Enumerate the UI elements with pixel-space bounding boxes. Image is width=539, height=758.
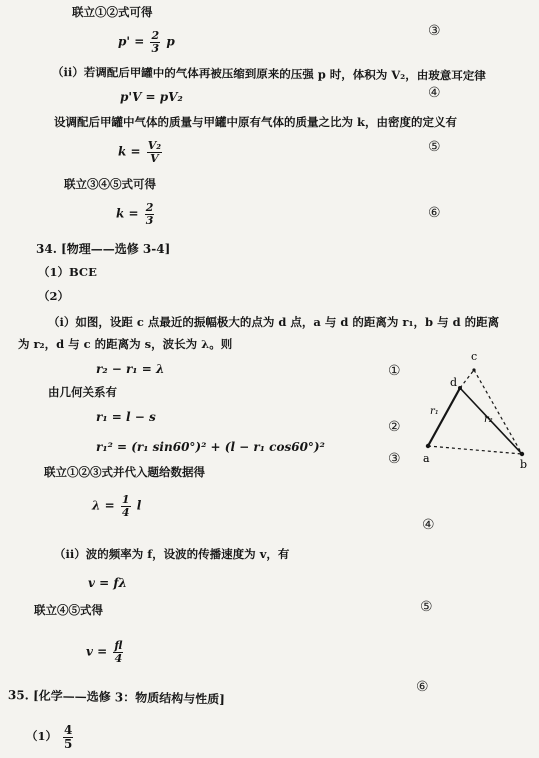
fraction-numerator: fl — [114, 639, 123, 652]
fraction-numerator: 2 — [145, 201, 154, 214]
fraction — [145, 202, 155, 226]
line-d-c — [460, 370, 474, 388]
label-a: a — [423, 452, 430, 465]
fraction — [150, 30, 160, 54]
line-a-b — [428, 446, 522, 454]
label-d: d — [450, 376, 458, 389]
text-line: 联立①②③式并代入题给数据得 — [44, 465, 205, 479]
text-line: （1）BCE — [38, 265, 97, 279]
text-line: 联立④⑤式得 — [34, 603, 103, 617]
equation: p'V = pV₂ — [120, 90, 183, 104]
eq-lhs: v = — [86, 644, 108, 659]
point-d — [458, 386, 462, 390]
text-line: 联立①②式可得 — [72, 5, 153, 19]
fraction-denominator: 5 — [64, 736, 73, 751]
equation-number: ⑥ — [428, 205, 441, 221]
fraction — [63, 724, 73, 750]
text-line: 设调配后甲罐中气体的质量与甲罐中原有气体的质量之比为 k，由密度的定义有 — [54, 115, 457, 129]
equation-number: ③ — [388, 451, 401, 467]
equation: r₁² = (r₁ sin60°)² + (l − r₁ cos60°)² — [96, 440, 325, 454]
label-c: c — [471, 350, 478, 363]
fraction-denominator: V — [150, 151, 159, 165]
text-line: 由几何关系有 — [48, 385, 117, 399]
eq-lhs: λ = — [92, 498, 115, 513]
fraction-denominator: 4 — [114, 651, 123, 665]
eq-rhs: l — [136, 498, 142, 513]
equation: v = fλ — [88, 576, 127, 590]
equation-number: ⑥ — [416, 679, 429, 695]
text-line: （2） — [38, 289, 70, 303]
triangle-figure — [408, 342, 536, 474]
equation — [86, 640, 125, 664]
equation — [92, 494, 141, 518]
fraction — [113, 640, 123, 664]
fraction — [147, 140, 162, 164]
text-line: （ii）若调配后甲罐中的气体再被压缩到原来的压强 p 时，体积为 V₂，由玻意耳定律 — [51, 65, 486, 83]
section-heading: 35. [化学——选修 3：物质结构与性质] — [7, 688, 226, 707]
equation-number: ④ — [422, 517, 435, 533]
fraction-numerator: 2 — [151, 29, 160, 42]
text-line: 联立③④⑤式可得 — [64, 177, 156, 191]
fraction — [121, 494, 131, 518]
point-b — [520, 452, 524, 456]
fraction-numerator: 1 — [121, 493, 130, 506]
fraction-denominator: 3 — [151, 41, 160, 55]
equation-number: ③ — [428, 23, 441, 39]
line-a-d — [428, 388, 460, 446]
eq-lhs: k = — [118, 144, 141, 159]
equation-number: ② — [388, 419, 401, 435]
equation — [116, 202, 156, 226]
equation — [118, 30, 175, 54]
equation-number: ① — [388, 363, 401, 379]
equation-number: ⑤ — [420, 599, 433, 615]
text-line: 为 r₂，d 与 c 的距离为 s，波长为 λ。则 — [18, 337, 233, 351]
section-heading: 34. [物理——选修 3-4] — [36, 242, 171, 256]
fraction-numerator: V₂ — [147, 139, 162, 152]
text-line: （ii）波的频率为 f，设波的传播速度为 v，有 — [54, 547, 290, 561]
label-r1: r₁ — [430, 406, 439, 417]
text-line — [26, 724, 75, 750]
equation-number: ④ — [428, 85, 441, 101]
point-c — [472, 368, 475, 371]
line-c-b — [474, 370, 522, 454]
eq-lhs: k = — [116, 206, 139, 221]
equation — [118, 140, 164, 164]
equation-number: ⑤ — [428, 139, 441, 155]
text-line: （i）如图，设距 c 点最近的振幅极大的点为 d 点，a 与 d 的距离为 r₁，b 与 d 的距离 — [48, 315, 500, 329]
equation: r₂ − r₁ = λ — [96, 362, 165, 376]
eq-rhs: p — [166, 34, 175, 49]
label-b: b — [520, 458, 528, 471]
equation: r₁ = l − s — [96, 410, 156, 424]
point-a — [426, 444, 430, 448]
fraction-denominator: 3 — [145, 213, 154, 227]
fraction-denominator: 4 — [121, 505, 130, 519]
fraction-numerator: 4 — [64, 723, 73, 737]
eq-lhs: p' = — [118, 34, 145, 49]
label-r2: r₂ — [484, 414, 493, 425]
part-label: （1） — [26, 729, 58, 744]
